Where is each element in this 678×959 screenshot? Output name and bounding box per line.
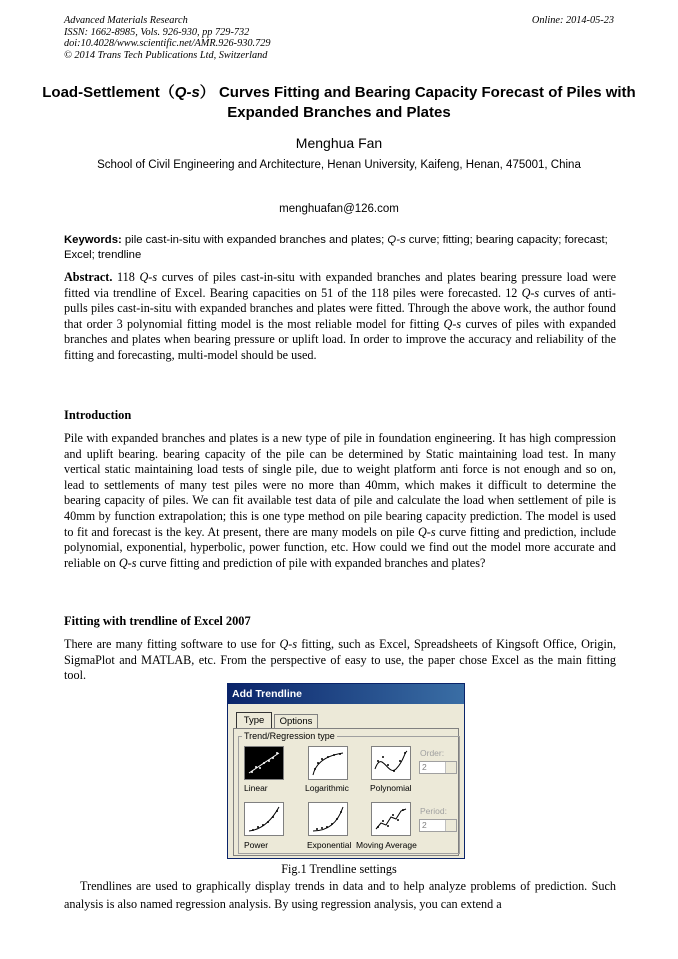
trendlines-paragraph: Trendlines are used to graphically display trends in data and to help analyze problems of prediction. Such analysis is also named regression analysis. By using regression analysis, you can extend a (64, 879, 616, 911)
abstract-t1: 118 (112, 270, 140, 284)
abstract-i3: Q-s (443, 316, 462, 331)
exponential-chart-icon (309, 803, 347, 835)
keywords-italic: Q-s (387, 234, 406, 246)
title-italic: Q-s (174, 84, 200, 101)
fit-i1: Q-s (279, 637, 298, 651)
fit-t2: fitting, such as Excel, Spreadsheets of Kingsoft Office, Origin, SigmaPlot and MATLAB, etc. From the perspective of easy to use, the paper chose Excel as the main fitting tool. (64, 637, 616, 683)
linear-type-tile[interactable] (244, 746, 284, 780)
abstract (64, 270, 616, 364)
abstract-label: Abstract. (64, 270, 113, 284)
intro-i2: Q-s (118, 555, 137, 570)
paper-title (40, 83, 638, 123)
abstract-t4: curves of piles with expanded branches and plates when bearing pressure or uplift load. In order to improve the accuracy and reliability of the fitting and forecasting, multi-model should be used. (64, 316, 617, 362)
copyright-line: © 2014 Trans Tech Publications Ltd, Switzerland (64, 50, 268, 62)
keywords-text1: pile cast-in-situ with expanded branches and plates; (121, 234, 388, 246)
title-part1: Load-Settlement（ (42, 84, 175, 101)
intro-t1: Pile with expanded branches and plates is a new type of pile in foundation engineering. It has high compression and uplift bearing. bearing capacity of the pile can be determined by Static maintaining load test. In many vertical static maintaining load tests of single pile, due to weight platform anti force is not enough and so on, lead to settlements of many test piles were no more than 40mm, which makes it difficult to determine the bearing capacity of piles. We can fit available test data of pile and calculate the load when settlement of pile is 40mm by function extrapolation; this is one type method on pile bearing capacity prediction. The model is used to fit and forecast is the key. At present, there are many models on pile (64, 431, 616, 539)
linear-chart-icon (245, 747, 283, 779)
abstract-t2: curves of piles cast-in-situ with expanded branches and plates bearing pressure load were fitted via trendline of Excel. Bearing capacities on 51 of the 118 piles were forecasted. 12 (64, 270, 616, 300)
fitting-paragraph (64, 637, 616, 684)
linear-label[interactable]: Linear (244, 783, 268, 793)
period-spin-buttons[interactable] (445, 820, 456, 831)
intro-i1: Q-s (417, 524, 436, 539)
abstract-t3: curves of anti-pulls piles cast-in-situ with expanded branches and plates were fitted. Through the above work, the author found that order 3 polynomial fitting model is the most reliable model for fitting (64, 285, 616, 331)
period-label: Period: (420, 806, 447, 816)
trend-type-group-label: Trend/Regression type (244, 731, 335, 741)
logarithmic-chart-icon (309, 747, 347, 779)
polynomial-type-tile[interactable] (371, 746, 411, 780)
abstract-i1: Q-s (139, 270, 158, 284)
power-label[interactable]: Power (244, 840, 269, 850)
period-value: 2 (422, 820, 427, 830)
logarithmic-label[interactable]: Logarithmic (305, 783, 349, 793)
polynomial-label[interactable]: Polynomial (370, 783, 412, 793)
period-spinner[interactable] (419, 819, 457, 832)
power-chart-icon (245, 803, 283, 835)
add-trendline-dialog (227, 683, 465, 859)
intro-t2: curve fitting and prediction, include polynomial, exponential, hyperbolic, power function, etc. How could we find out the model more accurate and reliable on (64, 524, 616, 570)
keywords (64, 233, 616, 262)
moving-average-type-tile[interactable] (371, 802, 411, 836)
exponential-label[interactable]: Exponential (307, 840, 352, 850)
exponential-type-tile[interactable] (308, 802, 348, 836)
intro-t3: curve fitting and prediction of pile with expanded branches and plates? (136, 555, 486, 570)
online-date: Online: 2014-05-23 (531, 15, 614, 26)
power-type-tile[interactable] (244, 802, 284, 836)
dialog-title-bar[interactable]: Add Trendline (228, 684, 464, 704)
title-part2: ） Curves Fitting and Bearing Capacity Forecast of Piles with Expanded Branches and Plates (199, 84, 636, 121)
doi-line: doi:10.4028/www.scientific.net/AMR.926-930.729 (64, 38, 271, 50)
affiliation: School of Civil Engineering and Architecture, Henan University, Kaifeng, Henan, 475001, China (97, 159, 581, 171)
polynomial-chart-icon (372, 747, 410, 779)
order-value: 2 (422, 762, 427, 772)
fit-t1: There are many fitting software to use for (64, 637, 280, 651)
moving-average-label[interactable]: Moving Average (356, 840, 417, 850)
tab-type[interactable]: Type (236, 712, 272, 728)
order-spinner[interactable] (419, 761, 457, 774)
tab-options[interactable]: Options (274, 714, 318, 728)
author-name: Menghua Fan (295, 135, 383, 151)
fitting-heading: Fitting with trendline of Excel 2007 (64, 614, 251, 628)
figure-caption: Fig.1 Trendline settings (281, 862, 397, 876)
author-email[interactable]: menghuafan@126.com (279, 203, 399, 215)
introduction-heading: Introduction (64, 408, 132, 422)
keywords-label: Keywords: (64, 234, 122, 246)
logarithmic-type-tile[interactable] (308, 746, 348, 780)
introduction-paragraph (64, 431, 616, 571)
issn-line: ISSN: 1662-8985, Vols. 926-930, pp 729-732 (64, 26, 250, 38)
order-spin-buttons[interactable] (445, 762, 456, 773)
journal-name: Advanced Materials Research (64, 15, 188, 26)
order-label: Order: (420, 748, 445, 758)
journal-header (64, 15, 271, 62)
abstract-i2: Q-s (521, 285, 540, 300)
moving-average-chart-icon (372, 803, 410, 835)
keywords-text2: curve; fitting; bearing capacity; forecast; Excel; trendline (64, 234, 608, 261)
